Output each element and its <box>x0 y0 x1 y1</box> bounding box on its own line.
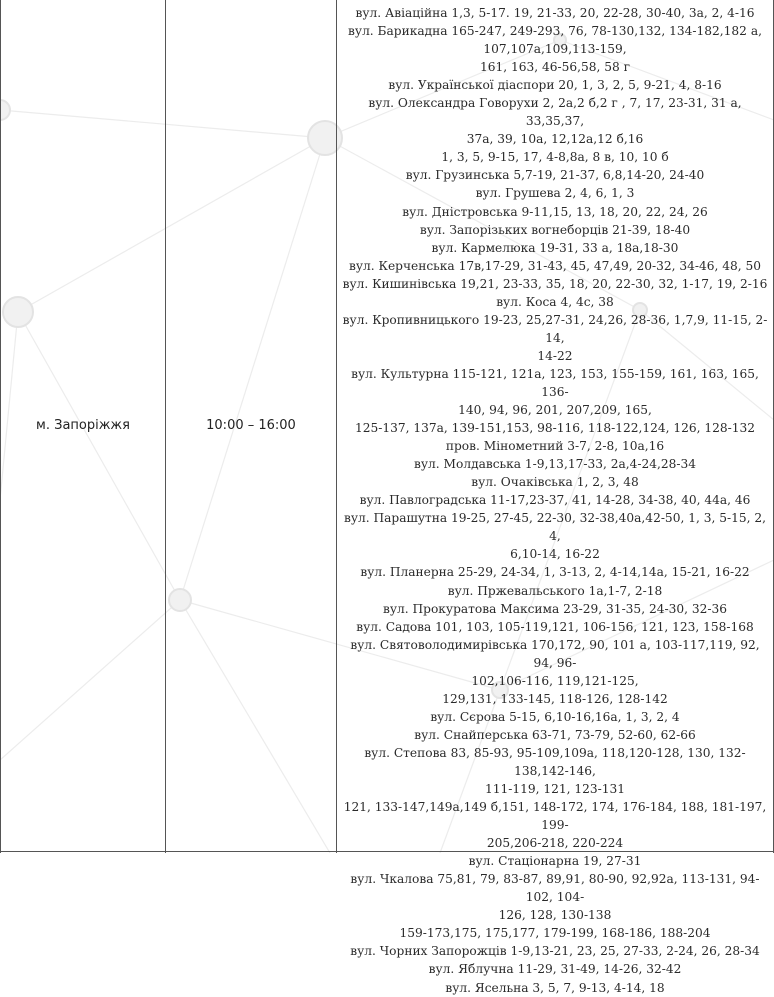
street-line: вул. Кропивницького 19-23, 25,27-31, 24,26, 28-36, 1,7,9, 11-15, 2-14, <box>342 312 768 345</box>
street-line: вул. Сєрова 5-15, 6,10-16,16а, 1, 3, 2, 4 <box>430 709 680 724</box>
street-line: вул. Культурна 115-121, 121а, 123, 153, 155-159, 161, 163, 165, 136- <box>351 366 759 399</box>
street-line: вул. Чкалова 75,81, 79, 83-87, 89,91, 80-90, 92,92а, 113-131, 94-102, 104- <box>350 872 760 905</box>
time-cell <box>166 0 337 853</box>
street-line: вул. Очаківська 1, 2, 3, 48 <box>471 475 639 490</box>
table-bottom-border <box>0 851 774 852</box>
street-line: 125-137, 137а, 139-151,153, 98-116, 118-122,124, 126, 128-132 <box>354 421 755 436</box>
street-line: вул. Грузинська 5,7-19, 21-37, 6,8,14-20, 24-40 <box>405 168 705 183</box>
street-line: вул. Коса 4, 4с, 38 <box>496 294 614 309</box>
street-line: 37а, 39, 10а, 12,12а,12 б,16 <box>466 132 644 147</box>
street-line: 129,131, 133-145, 118-126, 128-142 <box>442 691 668 706</box>
street-line: 161, 163, 46-56,58, 58 г <box>479 60 631 75</box>
city-cell <box>0 0 166 853</box>
street-line: 121, 133-147,149а,149 б,151, 148-172, 174, 176-184, 188, 181-197, 199- <box>343 800 767 833</box>
street-line: вул. Садова 101, 103, 105-119,121, 106-156, 121, 123, 158-168 <box>356 619 754 634</box>
street-line: вул. Барикадна 165-247, 249-293, 76, 78-130,132, 134-182,182 а, <box>348 24 762 39</box>
street-line: вул. Авіаційна 1,3, 5-17. 19, 21-33, 20, 22-28, 30-40, 3а, 2, 4-16 <box>355 6 755 20</box>
street-line: вул. Прокуратова Максима 23-29, 31-35, 24-30, 32-36 <box>383 601 727 616</box>
street-line: вул. Української діаспори 20, 1, 3, 2, 5, 9-21, 4, 8-16 <box>388 78 722 93</box>
street-line: 140, 94, 96, 201, 207,209, 165, <box>458 403 652 418</box>
street-line: вул. Пржевальського 1а,1-7, 2-18 <box>447 583 663 598</box>
city-name: м. Запоріжжя <box>36 418 130 433</box>
street-line: вул. Парашутна 19-25, 27-45, 22-30, 32-38,40а,42-50, 1, 3, 5-15, 2, 4, <box>344 511 766 544</box>
street-line: вул. Кармелюка 19-31, 33 а, 18а,18-30 <box>431 240 679 255</box>
street-line: вул. Святоволодимирівська 170,172, 90, 101 а, 103-117,119, 92, 94, 96- <box>350 637 760 670</box>
street-line: вул. Снайперська 63-71, 73-79, 52-60, 62-66 <box>414 727 696 742</box>
streets-list <box>337 4 773 997</box>
street-line: 14-22 <box>537 348 573 363</box>
street-line: вул. Степова 83, 85-93, 95-109,109а, 118,120-128, 130, 132-138,142-146, <box>364 745 746 778</box>
street-line: 159-173,175, 175,177, 179-199, 168-186, 188-204 <box>399 926 711 941</box>
street-line: 6,10-14, 16-22 <box>510 547 600 562</box>
street-line: вул. Дністровська 9-11,15, 13, 18, 20, 22, 24, 26 <box>402 204 708 219</box>
street-line: вул. Павлоградська 11-17,23-37, 41, 14-28, 34-38, 40, 44а, 46 <box>359 493 751 508</box>
street-line: 1, 3, 5, 9-15, 17, 4-8,8а, 8 в, 10, 10 б <box>441 150 669 165</box>
street-line: вул. Молдавська 1-9,13,17-33, 2а,4-24,28-34 <box>414 457 696 472</box>
street-line: 126, 128, 130-138 <box>498 908 612 923</box>
street-line: вул. Планерна 25-29, 24-34, 1, 3-13, 2, 4-14,14а, 15-21, 16-22 <box>360 565 750 580</box>
street-line: вул. Кишинівська 19,21, 23-33, 35, 18, 20, 22-30, 32, 1-17, 19, 2-16 <box>342 276 768 291</box>
street-line: вул. Ясельна 3, 5, 7, 9-13, 4-14, 18 <box>445 980 665 995</box>
street-line: вул. Яблучна 11-29, 31-49, 14-26, 32-42 <box>428 962 682 977</box>
street-line: вул. Грушева 2, 4, 6, 1, 3 <box>475 186 635 201</box>
street-line: 205,206-218, 220-224 <box>486 836 624 851</box>
street-line: вул. Стаціонарна 19, 27-31 <box>468 854 642 869</box>
street-line: вул. Чорних Запорожців 1-9,13-21, 23, 25, 27-33, 2-24, 26, 28-34 <box>350 944 760 959</box>
street-line: вул. Запорізьких вогнеборців 21-39, 18-40 <box>419 222 691 237</box>
street-line: пров. Мінометний 3-7, 2-8, 10а,16 <box>445 439 665 454</box>
outage-time-range: 10:00 – 16:00 <box>206 418 296 433</box>
street-line: вул. Олександра Говорухи 2, 2а,2 б,2 г , 7, 17, 23-31, 31 а, 33,35,37, <box>368 96 742 129</box>
street-line: вул. Керченська 17в,17-29, 31-43, 45, 47,49, 20-32, 34-46, 48, 50 <box>348 258 761 273</box>
street-line: 102,106-116, 119,121-125, <box>471 673 639 688</box>
street-line: 111-119, 121, 123-131 <box>484 782 626 797</box>
street-line: 107,107а,109,113-159, <box>483 42 627 57</box>
streets-cell <box>337 0 774 995</box>
